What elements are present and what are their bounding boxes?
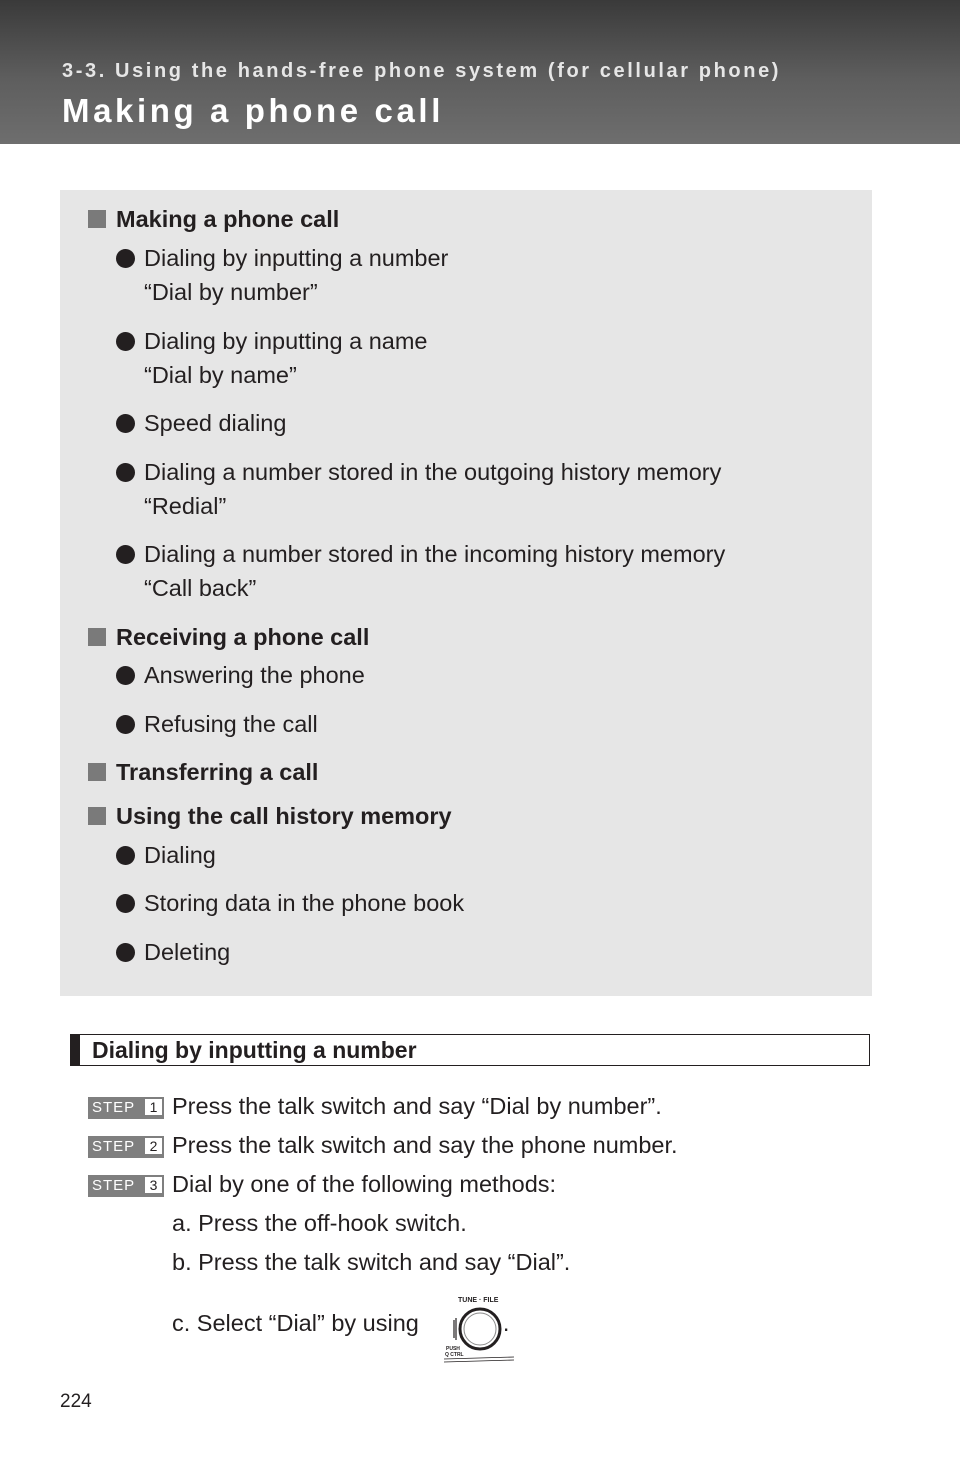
page-title: Making a phone call xyxy=(62,92,444,129)
overview-subitem: “Dial by number” xyxy=(144,279,318,305)
step-text: Dial by one of the following methods: xyxy=(172,1171,557,1197)
section-label: 3-3. Using the hands-free phone system (for cellular phone) xyxy=(62,60,782,82)
knob-top-label: TUNE · FILE xyxy=(458,1297,499,1304)
dot-bullet-icon xyxy=(116,846,135,865)
overview-heading: Receiving a phone call xyxy=(88,623,369,651)
overview-box xyxy=(60,190,872,996)
overview-heading: Making a phone call xyxy=(88,205,339,233)
overview-item: Answering the phone xyxy=(116,661,365,689)
overview-item: Dialing a number stored in the incoming history memory xyxy=(116,540,725,568)
overview-subitem: “Redial” xyxy=(144,493,227,519)
dot-bullet-icon xyxy=(116,666,135,685)
page-header xyxy=(0,0,960,144)
overview-item: Speed dialing xyxy=(116,409,286,437)
dot-bullet-icon xyxy=(116,894,135,913)
subsection-heading-bar xyxy=(70,1034,870,1066)
method-c: c. Select “Dial” by using . xyxy=(172,1310,510,1336)
page-number: 224 xyxy=(60,1391,92,1412)
overview-item: Storing data in the phone book xyxy=(116,889,464,917)
step-badge: STEP 2 xyxy=(88,1136,164,1158)
dot-bullet-icon xyxy=(116,463,135,482)
square-bullet-icon xyxy=(88,807,106,825)
overview-item: Dialing a number stored in the outgoing history memory xyxy=(116,458,721,486)
dot-bullet-icon xyxy=(116,545,135,564)
overview-item: Dialing xyxy=(116,841,216,869)
dot-bullet-icon xyxy=(116,943,135,962)
overview-heading: Using the call history memory xyxy=(88,802,452,830)
overview-item: Dialing by inputting a number xyxy=(116,244,448,272)
tune-file-knob-icon xyxy=(442,1292,518,1364)
dot-bullet-icon xyxy=(116,414,135,433)
overview-item: Deleting xyxy=(116,938,230,966)
overview-subitem: “Call back” xyxy=(144,575,257,601)
method-b: b. Press the talk switch and say “Dial”. xyxy=(172,1249,571,1275)
overview-item: Dialing by inputting a name xyxy=(116,327,427,355)
method-a: a. Press the off-hook switch. xyxy=(172,1210,467,1236)
dot-bullet-icon xyxy=(116,715,135,734)
square-bullet-icon xyxy=(88,628,106,646)
step-text: Press the talk switch and say the phone number. xyxy=(172,1132,678,1158)
overview-item: Refusing the call xyxy=(116,710,318,738)
square-bullet-icon xyxy=(88,210,106,228)
step-badge: STEP 1 xyxy=(88,1097,164,1119)
step-badge: STEP 3 xyxy=(88,1175,164,1197)
subsection-heading: Dialing by inputting a number xyxy=(92,1037,417,1063)
overview-subitem: “Dial by name” xyxy=(144,362,297,388)
dot-bullet-icon xyxy=(116,249,135,268)
knob-ctrl-label: Q CTRL xyxy=(445,1352,464,1358)
step-text: Press the talk switch and say “Dial by number”. xyxy=(172,1093,662,1119)
square-bullet-icon xyxy=(88,763,106,781)
knob-push-label: PUSH xyxy=(446,1346,460,1352)
dot-bullet-icon xyxy=(116,332,135,351)
overview-heading: Transferring a call xyxy=(88,758,318,786)
